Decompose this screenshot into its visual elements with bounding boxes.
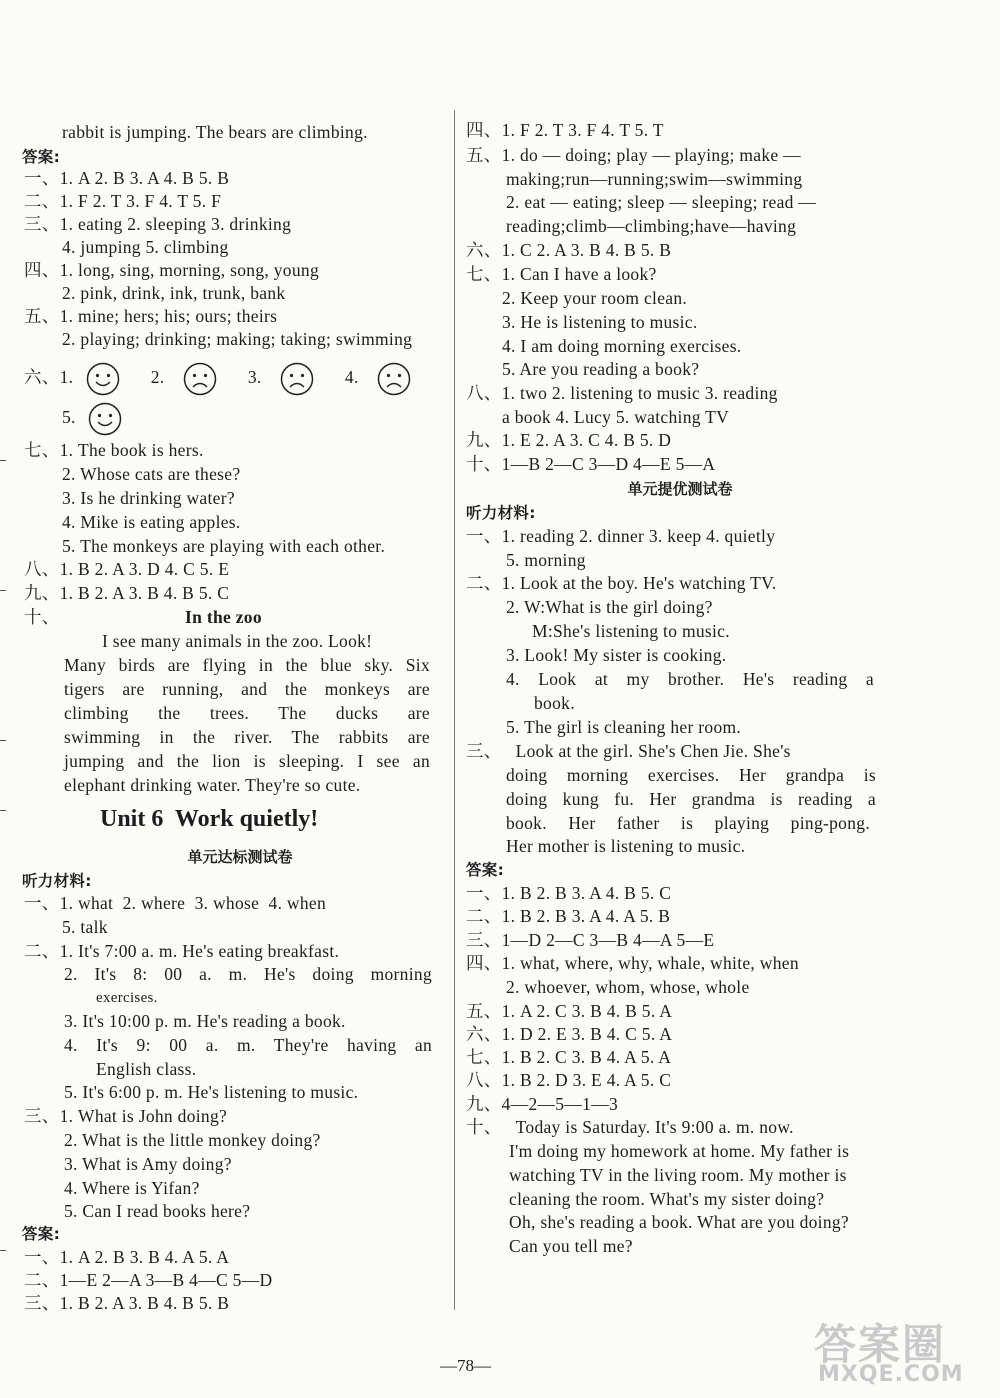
answer-line: 5. Are you reading a book?: [502, 359, 700, 379]
answer-line: making;run—running;swim—swimming: [506, 169, 803, 189]
essay-line: 十、 Today is Saturday. It's 9:00 a. m. now.: [466, 1117, 794, 1137]
column-divider: [454, 110, 455, 1310]
answer-line: 四、1. long, sing, morning, song, young: [24, 260, 319, 280]
answer-line: 七、1. Can I have a look?: [466, 264, 657, 284]
answer-line: 三、1. B 2. A 3. B 4. B 5. B: [24, 1293, 230, 1313]
smile-face-icon: [86, 362, 120, 396]
answer-line: 九、1. B 2. A 3. B 4. B 5. C: [24, 583, 230, 603]
material-line: 一、1. reading 2. dinner 3. keep 4. quietly: [466, 526, 776, 546]
material-line: 2. What is the little monkey doing?: [64, 1130, 321, 1150]
item-number: 4.: [344, 367, 359, 388]
answer-line: 五、1. A 2. C 3. B 4. B 5. A: [466, 1001, 673, 1021]
material-line: 2. It's 8: 00 a. m. He's doing morning: [64, 964, 432, 984]
answer-line: 九、4—2—5—1—3: [466, 1094, 619, 1114]
answers-label: 答案:: [22, 148, 61, 166]
material-line: 二、1. It's 7:00 a. m. He's eating breakfast.: [24, 941, 340, 961]
section-title: 单元达标测试卷: [187, 848, 293, 866]
material-line: 一、1. what 2. where 3. whose 4. when: [24, 893, 327, 913]
essay-line: cleaning the room. What's my sister doing?: [509, 1189, 825, 1209]
material-line: doing kung fu. Her grandma is reading a: [506, 789, 876, 809]
answer-line: 五、1. do — doing; play — playing; make —: [466, 145, 801, 165]
material-line: 4. Where is Yifan?: [64, 1178, 200, 1198]
material-line: 二、1. Look at the boy. He's watching TV.: [466, 573, 777, 593]
listening-label: 听力材料:: [466, 504, 536, 522]
margin-mark: [0, 460, 6, 461]
material-line: book. Her father is playing ping-pong.: [506, 813, 870, 833]
answer-line: 2. Keep your room clean.: [502, 288, 688, 308]
material-line: 3. Look! My sister is cooking.: [506, 645, 727, 665]
material-line: 2. W:What is the girl doing?: [506, 597, 713, 617]
answer-line: 二、1. F 2. T 3. F 4. T 5. F: [24, 191, 222, 211]
essay-title: In the zoo: [185, 607, 262, 627]
essay-line: I see many animals in the zoo. Look!: [102, 631, 373, 651]
answer-line: 九、1. E 2. A 3. C 4. B 5. D: [466, 430, 672, 450]
margin-mark: [0, 740, 6, 741]
item-number: 六、1.: [24, 367, 74, 388]
answer-line: 2. Whose cats are these?: [62, 464, 241, 484]
answer-line: 八、1. B 2. D 3. E 4. A 5. C: [466, 1070, 672, 1090]
answer-line: 一、1. A 2. B 3. A 4. B 5. B: [24, 168, 230, 188]
item-number: 2.: [150, 367, 165, 388]
material-line: 5. It's 6:00 p. m. He's listening to music.: [64, 1082, 359, 1102]
smile-face-icon: [88, 402, 122, 436]
margin-mark: [0, 1250, 6, 1251]
material-line: 4. Look at my brother. He's reading a: [506, 669, 874, 689]
material-line: 3. It's 10:00 p. m. He's reading a book.: [64, 1011, 346, 1031]
material-line: 5. talk: [62, 917, 108, 937]
answer-line: 2. playing; drinking; making; taking; swimming: [62, 329, 413, 349]
frown-face-icon: [280, 362, 314, 396]
answer-line: 七、1. B 2. C 3. B 4. A 5. A: [466, 1047, 672, 1067]
answer-line: 4. jumping 5. climbing: [62, 237, 229, 257]
answer-line: 3. Is he drinking water?: [62, 488, 235, 508]
answer-line: 六、1. D 2. E 3. B 4. C 5. A: [466, 1024, 673, 1044]
material-line: 3. What is Amy doing?: [64, 1154, 232, 1174]
essay-line: Many birds are flying in the blue sky. Six: [64, 655, 430, 675]
answer-line: 四、1. F 2. T 3. F 4. T 5. T: [466, 120, 664, 140]
material-line: Her mother is listening to music.: [506, 836, 746, 856]
answer-line: 七、1. The book is hers.: [24, 440, 204, 460]
frown-face-icon: [377, 362, 411, 396]
item-number: 3.: [247, 367, 262, 388]
material-line: exercises.: [96, 990, 158, 1006]
material-line: 5. Can I read books here?: [64, 1201, 251, 1221]
answer-line: reading;climb—climbing;have—having: [506, 216, 797, 236]
margin-mark: [0, 590, 6, 591]
unit-title: Unit 6 Work quietly!: [100, 806, 319, 832]
essay-line: swimming in the river. The rabbits are: [64, 727, 430, 747]
answer-line: 三、1. eating 2. sleeping 3. drinking: [24, 214, 292, 234]
essay-line: Oh, she's reading a book. What are you doing?: [509, 1212, 849, 1232]
answer-line: 二、1. B 2. B 3. A 4. A 5. B: [466, 906, 671, 926]
text-line: rabbit is jumping. The bears are climbing.: [62, 122, 368, 142]
answer-line: a book 4. Lucy 5. watching TV: [502, 407, 730, 427]
answer-line: 4. Mike is eating apples.: [62, 512, 241, 532]
item-number: 十、: [24, 607, 60, 627]
watermark-bottom: MXQE.COM: [818, 1362, 964, 1387]
watermark-top: 答案圈: [814, 1320, 947, 1369]
watermark-logo: [808, 1312, 992, 1390]
answer-line: 三、1—D 2—C 3—B 4—A 5—E: [466, 930, 715, 950]
material-line: 5. The girl is cleaning her room.: [506, 717, 742, 737]
frown-face-icon: [183, 362, 217, 396]
essay-line: jumping and the lion is sleeping. I see an: [64, 751, 430, 771]
material-line: book.: [534, 693, 575, 713]
material-line: doing morning exercises. Her grandpa is: [506, 765, 876, 785]
material-line: English class.: [96, 1059, 197, 1079]
item-number: 5.: [62, 407, 76, 428]
answer-line: 六、1. C 2. A 3. B 4. B 5. B: [466, 240, 672, 260]
material-line: 三、 Look at the girl. She's Chen Jie. She's: [466, 741, 791, 761]
page-number: —78—: [440, 1356, 491, 1375]
face-row: [62, 402, 122, 436]
answer-line: 四、1. what, where, why, whale, white, when: [466, 953, 799, 973]
answer-line: 八、1. B 2. A 3. D 4. C 5. E: [24, 559, 230, 579]
listening-label: 听力材料:: [22, 872, 92, 890]
essay-line: climbing the trees. The ducks are: [64, 703, 430, 723]
answer-line: 八、1. two 2. listening to music 3. reading: [466, 383, 778, 403]
answer-line: 一、1. A 2. B 3. B 4. A 5. A: [24, 1247, 230, 1267]
answer-line: 3. He is listening to music.: [502, 312, 698, 332]
answers-label: 答案:: [466, 861, 505, 879]
answer-line: 2. pink, drink, ink, trunk, bank: [62, 283, 286, 303]
essay-line: Can you tell me?: [509, 1236, 633, 1256]
section-title: 单元提优测试卷: [627, 480, 733, 498]
answer-line: 2. eat — eating; sleep — sleeping; read —: [506, 192, 817, 212]
essay-line: I'm doing my homework at home. My father is: [509, 1141, 850, 1161]
material-line: 三、1. What is John doing?: [24, 1106, 228, 1126]
material-line: 4. It's 9: 00 a. m. They're having an: [64, 1035, 432, 1055]
essay-line: watching TV in the living room. My mother is: [509, 1165, 847, 1185]
material-line: 5. morning: [506, 550, 586, 570]
answers-label: 答案:: [22, 1225, 61, 1243]
answer-line: 5. The monkeys are playing with each other.: [62, 536, 386, 556]
answer-line: 五、1. mine; hers; his; ours; theirs: [24, 306, 278, 326]
essay-line: elephant drinking water. They're so cute.: [64, 775, 361, 795]
material-line: M:She's listening to music.: [532, 621, 730, 641]
answer-line: 十、1—B 2—C 3—D 4—E 5—A: [466, 454, 716, 474]
answer-line: 2. whoever, whom, whose, whole: [506, 977, 750, 997]
answer-line: 4. I am doing morning exercises.: [502, 336, 742, 356]
face-row: [24, 362, 411, 396]
answer-line: 一、1. B 2. B 3. A 4. B 5. C: [466, 883, 672, 903]
margin-mark: [0, 810, 6, 811]
essay-line: tigers are running, and the monkeys are: [64, 679, 430, 699]
answer-line: 二、1—E 2—A 3—B 4—C 5—D: [24, 1270, 273, 1290]
